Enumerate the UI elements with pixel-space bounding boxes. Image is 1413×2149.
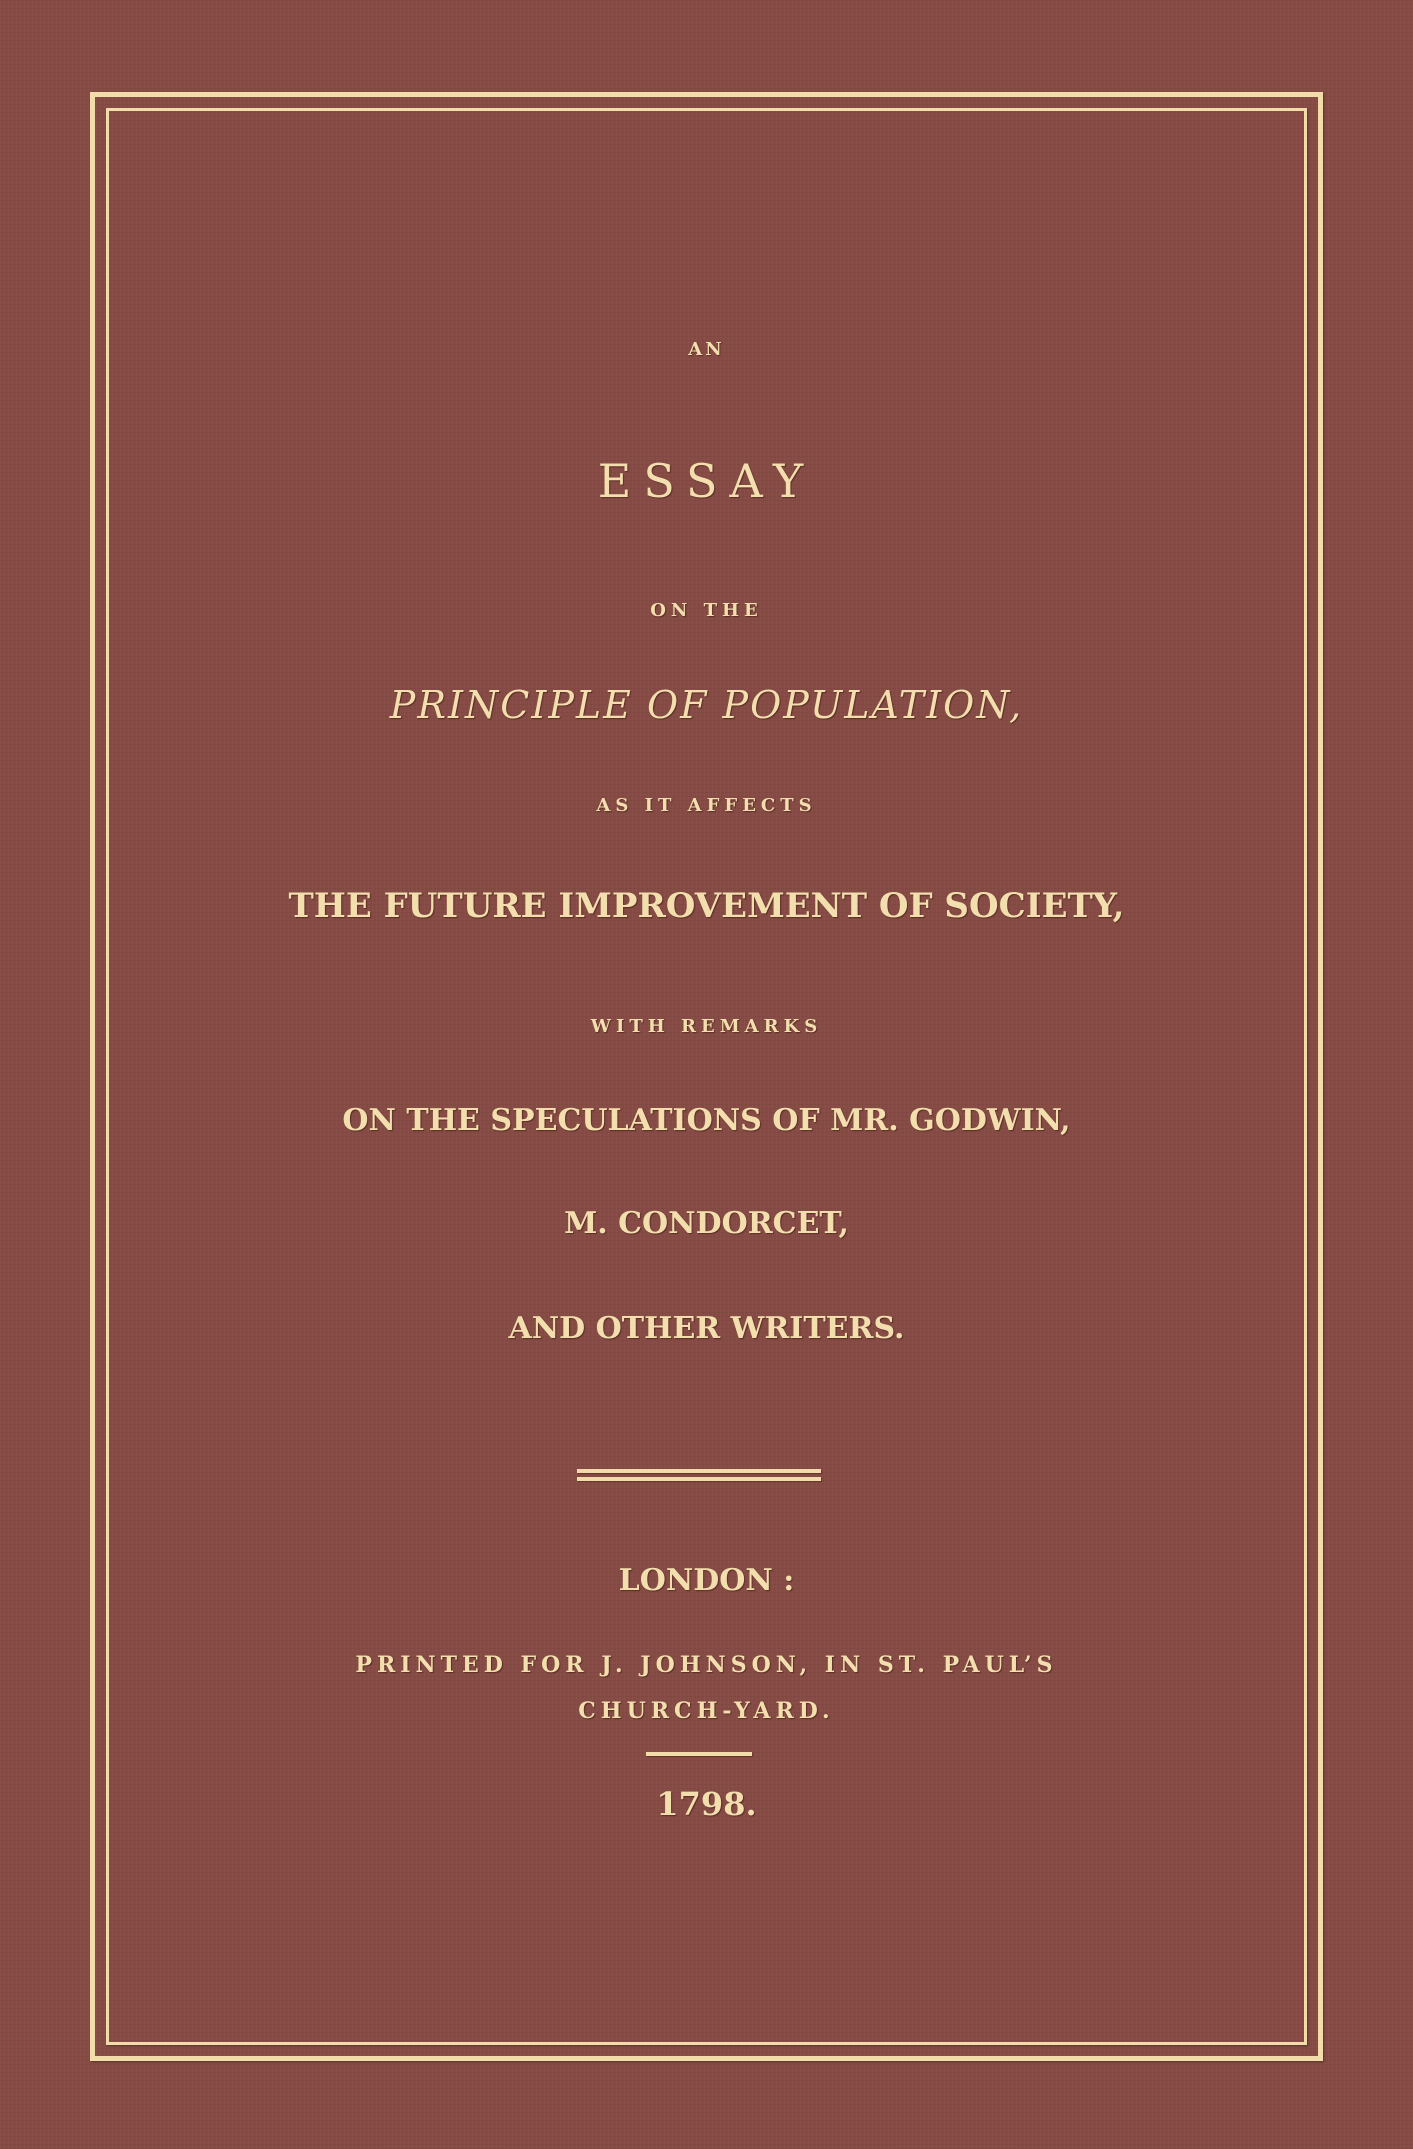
double-rule-top [577,1469,821,1473]
title-speculations: ON THE SPECULATIONS OF MR. GODWIN, [342,1103,1071,1138]
title-as-it-affects: AS IT AFFECTS [596,795,817,816]
imprint-london: LONDON : [618,1563,795,1598]
title-an: AN [688,339,725,360]
title-on-the: ON THE [650,600,763,621]
title-other-writers: AND OTHER WRITERS. [508,1311,905,1346]
title-with-remarks: WITH REMARKS [590,1016,823,1037]
title-condorcet: M. CONDORCET, [564,1206,849,1241]
imprint-year: 1798. [656,1785,757,1823]
imprint-printed-for: PRINTED FOR J. JOHNSON, IN ST. PAUL’S [355,1652,1058,1678]
title-essay: ESSAY [597,454,816,508]
short-rule [646,1752,752,1756]
title-future-improvement: THE FUTURE IMPROVEMENT OF SOCIETY, [288,886,1125,926]
imprint-church-yard: CHURCH-YARD. [578,1698,835,1724]
title-principle-of-population: PRINCIPLE OF POPULATION, [389,683,1024,727]
double-rule-bottom [577,1477,821,1481]
